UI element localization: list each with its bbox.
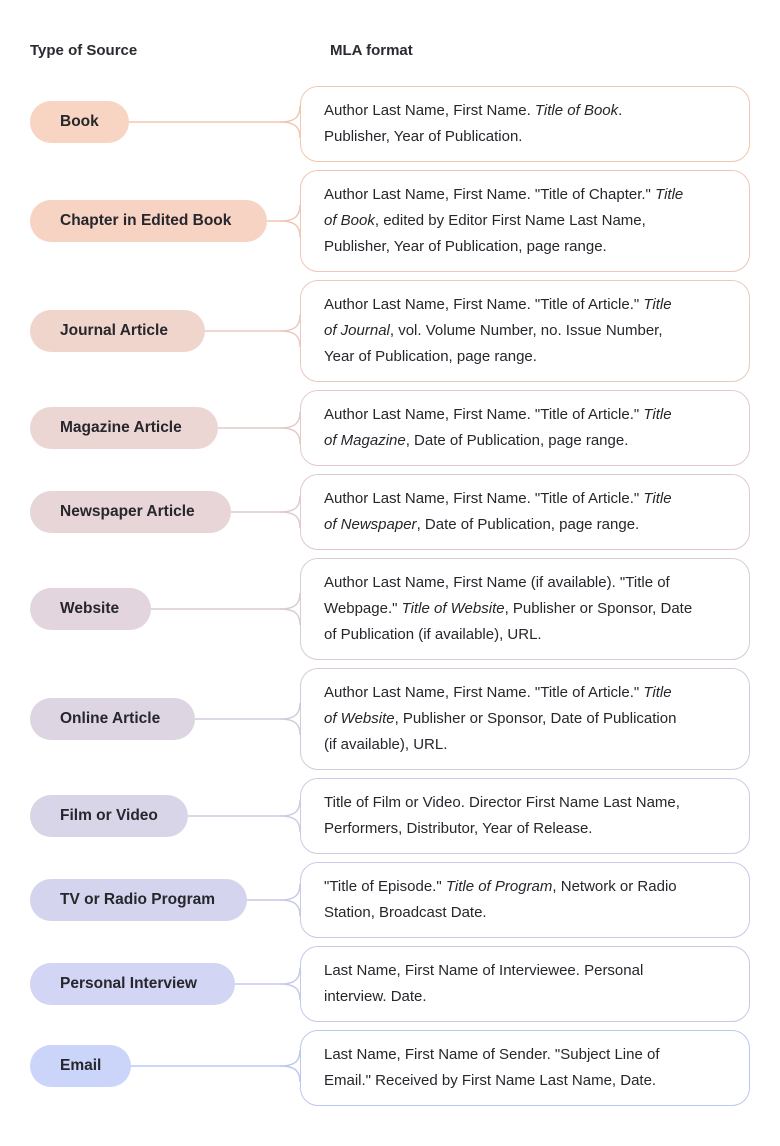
connector-book	[129, 106, 300, 122]
format-text	[324, 680, 676, 758]
connector-newspaper-article	[231, 496, 300, 512]
format-text	[324, 486, 672, 538]
connector-email-lower	[280, 1066, 300, 1082]
format-segment: Author Last Name, First Name (if available). "Title of	[324, 574, 670, 591]
connector-tv-or-radio-program	[247, 884, 300, 900]
format-segment: Webpage."	[324, 600, 402, 617]
format-segment: , Publisher or Sponsor, Date of Publication	[394, 710, 677, 727]
format-segment: , vol. Volume Number, no. Issue Number,	[389, 322, 663, 339]
format-text	[324, 98, 622, 150]
source-pill-film-or-video: Film or Video	[30, 795, 188, 837]
source-pill-email: Email	[30, 1045, 131, 1087]
format-segment: , Date of Publication, page range.	[416, 516, 640, 533]
format-italic-segment: of Website	[324, 710, 395, 727]
connector-book-lower	[280, 122, 300, 138]
type-of-source-header: Type of Source	[30, 42, 138, 59]
connector-website	[151, 593, 300, 609]
format-card-film-or-video	[300, 778, 750, 854]
format-segment: .	[618, 102, 623, 119]
format-segment: Author Last Name, First Name. "Title of Article."	[324, 296, 644, 313]
format-italic-segment: Title	[655, 186, 684, 203]
source-pill-book: Book	[30, 101, 129, 143]
connector-tv-or-radio-program-lower	[280, 900, 300, 916]
format-segment: Email." Received by First Name Last Name, Date.	[324, 1072, 657, 1089]
format-italic-segment: Title of Website	[401, 600, 505, 617]
format-italic-segment: Title of Book	[534, 102, 619, 119]
format-card-email	[300, 1030, 750, 1106]
connector-online-article-lower	[280, 719, 300, 735]
format-italic-segment: of Newspaper	[324, 516, 417, 533]
format-card-personal-interview	[300, 946, 750, 1022]
format-italic-segment: of Magazine	[324, 432, 406, 449]
format-italic-segment: of Book	[324, 212, 375, 229]
format-segment: (if available), URL.	[324, 736, 448, 753]
format-segment: Author Last Name, First Name. "Title of Chapter."	[324, 186, 656, 203]
format-italic-segment: Title of Program	[445, 878, 553, 895]
connector-film-or-video-lower	[280, 816, 300, 832]
format-segment: Publisher, Year of Publication, page range.	[324, 238, 607, 255]
format-text	[324, 1042, 660, 1094]
format-card-journal-article	[300, 280, 750, 382]
format-segment: Year of Publication, page range.	[324, 348, 537, 365]
format-italic-segment: of Journal	[324, 322, 390, 339]
connector-newspaper-article-lower	[280, 512, 300, 528]
connector-personal-interview	[235, 968, 300, 984]
format-text	[324, 292, 672, 370]
source-pill-personal-interview: Personal Interview	[30, 963, 235, 1005]
format-text	[324, 570, 692, 648]
format-segment: Author Last Name, First Name. "Title of Article."	[324, 684, 644, 701]
format-segment: Author Last Name, First Name. "Title of Article."	[324, 490, 644, 507]
source-pill-online-article: Online Article	[30, 698, 195, 740]
format-text	[324, 958, 643, 1010]
connector-journal-article-lower	[280, 331, 300, 347]
source-pill-magazine-article: Magazine Article	[30, 407, 218, 449]
format-text	[324, 402, 672, 454]
connector-film-or-video	[188, 800, 300, 816]
format-italic-segment: Title	[643, 296, 672, 313]
format-segment: of Publication (if available), URL.	[324, 626, 542, 643]
source-pill-website: Website	[30, 588, 151, 630]
format-text	[324, 182, 683, 260]
connector-personal-interview-lower	[280, 984, 300, 1000]
format-italic-segment: Title	[643, 406, 672, 423]
format-text	[324, 874, 677, 926]
mla-format-header: MLA format	[330, 42, 413, 59]
source-pill-tv-or-radio-program: TV or Radio Program	[30, 879, 247, 921]
format-italic-segment: Title	[643, 490, 672, 507]
format-segment: Author Last Name, First Name. "Title of Article."	[324, 406, 644, 423]
format-segment: , Publisher or Sponsor, Date	[504, 600, 693, 617]
format-segment: Author Last Name, First Name.	[324, 102, 535, 119]
connector-email	[131, 1050, 300, 1066]
format-segment: , Date of Publication, page range.	[405, 432, 629, 449]
connector-chapter-in-edited-book	[267, 205, 300, 221]
connector-magazine-article-lower	[280, 428, 300, 444]
format-card-online-article	[300, 668, 750, 770]
source-pill-chapter-in-edited-book: Chapter in Edited Book	[30, 200, 267, 242]
source-pill-journal-article: Journal Article	[30, 310, 205, 352]
connector-magazine-article	[218, 412, 300, 428]
connector-website-lower	[280, 609, 300, 625]
format-segment: , Network or Radio	[552, 878, 677, 895]
format-segment: Last Name, First Name of Interviewee. Personal	[324, 962, 644, 979]
connector-journal-article	[205, 315, 300, 331]
format-card-book	[300, 86, 750, 162]
format-segment: Last Name, First Name of Sender. "Subject Line of	[324, 1046, 660, 1063]
format-card-tv-or-radio-program	[300, 862, 750, 938]
source-pill-newspaper-article: Newspaper Article	[30, 491, 231, 533]
format-card-website	[300, 558, 750, 660]
format-card-magazine-article	[300, 390, 750, 466]
format-segment: "Title of Episode."	[324, 878, 446, 895]
connector-online-article	[195, 703, 300, 719]
connector-chapter-in-edited-book-lower	[280, 221, 300, 237]
format-segment: Title of Film or Video. Director First Name Last Name,	[324, 794, 680, 811]
format-segment: Station, Broadcast Date.	[324, 904, 487, 921]
format-card-chapter-in-edited-book	[300, 170, 750, 272]
format-segment: Performers, Distributor, Year of Release.	[324, 820, 593, 837]
format-text	[324, 790, 680, 842]
format-segment: , edited by Editor First Name Last Name,	[374, 212, 646, 229]
format-italic-segment: Title	[643, 684, 672, 701]
format-segment: interview. Date.	[324, 988, 427, 1005]
format-card-newspaper-article	[300, 474, 750, 550]
format-segment: Publisher, Year of Publication.	[324, 128, 523, 145]
